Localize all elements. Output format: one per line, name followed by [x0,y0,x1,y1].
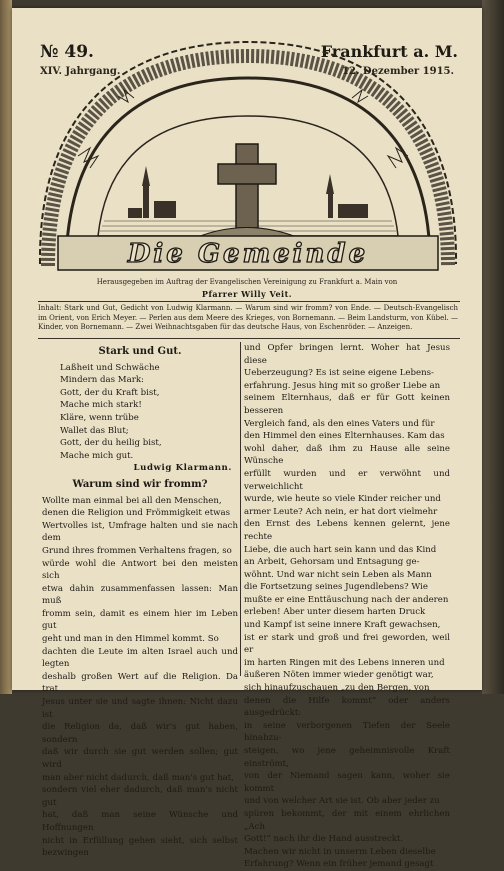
article-line: würde wohl die Antwort bei den meisten sich [42,558,238,582]
article-body-right [244,342,450,871]
article-line: Gott!“ nach ihr die Hand ausstreckt. [244,834,404,845]
article-line: an Arbeit, Gehorsam und Entsagung ge- [244,557,420,568]
article-line: Vergleich fand, als den eines Vaters und für [244,418,435,429]
article-line: Grund ihres frommen Verhaltens fragen, so [42,545,232,556]
article-line: seinem Elternhaus, daß er für Gott keinen besseren [244,393,450,416]
article-body-left [42,495,238,860]
book-binding [0,0,12,694]
rule-bottom [38,338,460,339]
article-line: Wollte man einmal bei all den Menschen, [42,495,222,506]
article-line: Ueberzeugung? Es ist seine eigene Lebens- [244,368,434,379]
issue-number: № 49. [40,42,94,62]
article-title: Warum sind wir fromm? [72,478,208,490]
article-line: in seine verborgenen Tiefen der Seele hinabzu- [244,720,450,744]
article-line: den Himmel den eines Elternhauses. Kam das [244,431,445,442]
article-line: Jesus unter sie und sagte ihnen: Nicht dazu ist [42,697,238,720]
article-line: sich hinaufzuschauen „zu den Bergen, von [244,683,430,694]
article-line: denen die Religion und Frömmigkeit etwas [42,508,231,519]
article-line: von der Niemand sagen kann, woher sie kommt [244,771,450,794]
editor-name: Pfarrer Willy Veit. [201,289,293,299]
poem-author: Ludwig Klarmann. [133,463,232,474]
left-column [42,342,238,860]
article-line: Machen wir nicht in unserm Leben dieselbe [244,846,436,857]
column-divider [240,342,241,676]
rule-top [38,301,460,302]
article-line: den Ernst des Lebens kennen gelernt, jene rechte [244,519,450,542]
poem-line: Mache mich stark! [60,400,142,411]
poem-line: Laßheit und Schwäche [60,362,160,373]
article-line: steigen, wo jene geheimnisvolle Kraft einströmt, [244,746,450,769]
article-line: erfahrung. Jesus hing mit so großer Liebe an [244,380,441,391]
article-line: wohl daher, daß ihm zu Hause alle seine Wünsche [244,443,450,467]
article-line: und Opfer bringen lernt. Woher hat Jesus diese [244,343,450,366]
poem-body [42,362,238,463]
article-line: geht und man in den Himmel kommt. So [42,634,219,645]
article-line: ist er stark und groß und frei geworden, weil er [244,632,450,656]
article-line: und Kampf ist seine innere Kraft gewachsen, [244,620,441,631]
article-line: Liebe, die auch hart sein kann und das Kind [244,544,437,555]
scan-edge [482,0,504,694]
article-line: daß wir durch sie gut werden sollen; gut wird [42,747,238,770]
poem-line: Mache mich gut. [60,450,134,461]
issue-date: 12. Dezember 1915. [342,66,454,77]
article-line: die Religion da, daß wir's gut haben, sondern [42,722,238,745]
article-line: erleben! Aber unter diesem harten Druck [244,607,426,618]
article-line: etwa dahin zusammenfassen lassen: Man muß [42,583,238,607]
article-line: die Fortsetzung seines Jugendlebens? Wie [244,582,428,593]
article-line: dachten die Leute im alten Israel auch und legten [42,646,238,670]
article-line: sondern viel eher dadurch, daß man's nicht gut [42,785,238,808]
article-line: mußte er eine Enttäuschung nach der anderen [244,594,449,605]
article-line: wurde, wie heute so viele Kinder reicher und [244,494,441,505]
right-column [244,342,450,871]
article-line: armer Leute? Ach nein, er hat dort vielmehr [244,506,438,517]
masthead-illustration [38,36,458,276]
article-line: äußeren Nöten immer wieder genötigt war, [244,670,434,681]
masthead-title: Die Gemeinde [127,239,369,269]
newspaper-page [12,8,482,870]
article-line: im harten Ringen mit des Lebens inneren und [244,657,445,668]
article-line: Erfahrung? Wenn ein früher jemand gesagt [244,859,434,870]
article-line: denen die Hilfe kommt“ oder anders ausgedrückt: [244,695,450,719]
article-line: spüren bekommt, der mit einem ehrlichen „Ach [244,808,450,832]
article-line: Wertvolles ist, Umfrage halten und sie nach dem [42,520,238,544]
article-line: und von welcher Art sie ist. Ob aber jeder zu [244,796,440,807]
article-line: fromm sein, damit es einem hier im Leben gut [42,608,238,632]
poem-line: Mindern das Mark: [60,375,144,386]
table-of-contents: Inhalt: Stark und Gut, Gedicht von Ludwig Klarmann. — Warum sind wir fromm? von Ende. — Deutsch-Evangelisch im Orient, von Erich Meyer. — Perlen aus dem Meere des Krieges, von Bornemann. — Beim Landsturm, von Kübel. — Kinder, von Bornemann. — Zwei Weihnachtsgaben für das deutsche Haus, von Eschenröder. — Anzeigen. [38,304,458,332]
publisher-line: Herausgegeben im Auftrag der Evangelischen Vereinigung zu Frankfurt a. Main von [96,278,398,286]
article-line: man aber nicht dadurch, daß man's gut hat, [42,772,234,783]
poem-line: Wallet das Blut; [60,425,129,436]
article-line: wöhnt. Und war nicht sein Leben als Mann [244,569,432,580]
poem-line: Gott, der du Kraft bist, [60,387,160,398]
poem-title: Stark und Gut. [98,346,182,357]
volume-label: XIV. Jahrgang. [40,66,121,77]
place-name: Frankfurt a. M. [320,42,458,61]
poem-line: Kläre, wenn trübe [60,412,139,423]
article-line: deshalb großen Wert auf die Religion. Da trat [42,671,238,695]
poem-line: Gott, der du heilig bist, [60,438,162,449]
article-line: hat, daß man seine Wünsche und Hoffnungen [42,810,238,833]
article-line: erfüllt wurden und er verwöhnt und verweichlicht [244,468,450,492]
article-line: nicht in Erfüllung gehen sieht, sich selbst bezwingen [42,835,238,859]
